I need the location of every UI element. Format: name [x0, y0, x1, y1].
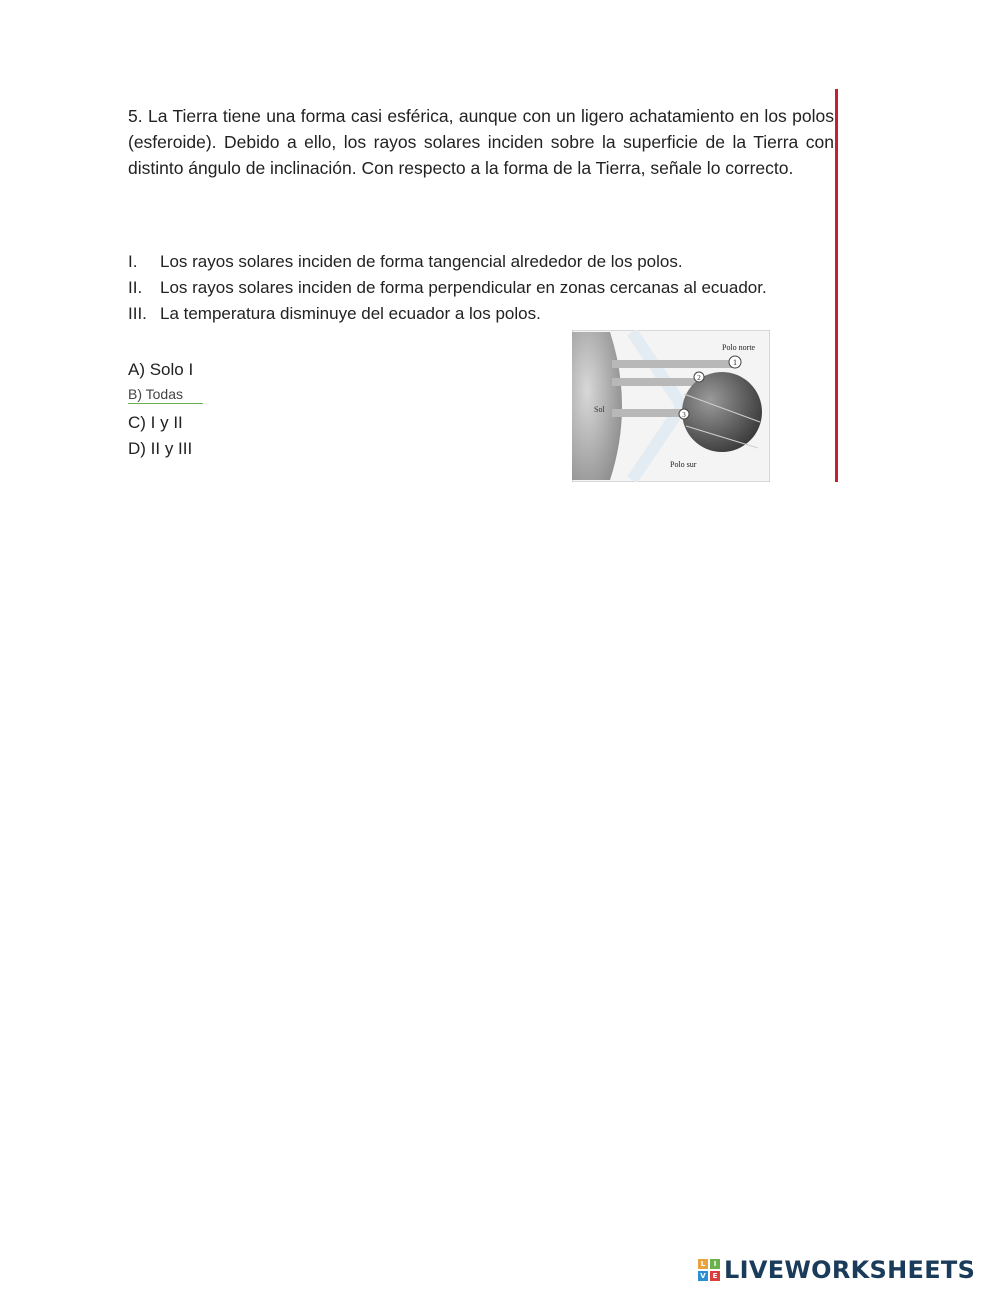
- sol-label: Sol: [594, 405, 605, 414]
- logo-text: LIVEWORKSHEETS: [724, 1256, 976, 1284]
- statement-numeral: II.: [128, 278, 143, 297]
- sun-earth-diagram: [572, 330, 770, 482]
- statement-text: La temperatura disminuye del ecuador a los polos.: [160, 304, 541, 323]
- liveworksheets-logo: [698, 1255, 975, 1285]
- statement-numeral: I.: [128, 252, 138, 271]
- answer-options: [128, 357, 203, 462]
- marker-1-label: 1: [733, 358, 737, 367]
- marker-3-label: 3: [682, 411, 686, 419]
- logo-cell: E: [710, 1271, 720, 1281]
- margin-line: [835, 89, 838, 482]
- polo-norte-label: Polo norte: [722, 343, 756, 352]
- statement-item: [128, 301, 788, 327]
- sun-earth-figure: [572, 330, 770, 482]
- statements-list: [128, 249, 788, 327]
- polo-sur-label: Polo sur: [670, 460, 697, 469]
- option-d: D) II y III: [128, 439, 193, 458]
- option-a: A) Solo I: [128, 360, 194, 379]
- statement-numeral: III.: [128, 304, 147, 323]
- logo-cell: V: [698, 1271, 708, 1281]
- option-b: B) Todas: [128, 386, 183, 402]
- logo-cell: I: [710, 1259, 720, 1269]
- statement-text: Los rayos solares inciden de forma perpendicular en zonas cercanas al ecuador.: [160, 278, 767, 297]
- statement-text: Los rayos solares inciden de forma tangencial alrededor de los polos.: [160, 252, 683, 271]
- question-text: 5. La Tierra tiene una forma casi esférica, aunque con un ligero achatamiento en los polos (esferoide). Debido a ello, los rayos solares inciden sobre la superficie de la Tierra con distinto ángulo de inclinación. Con respecto a la forma de la Tierra, señale lo correcto.: [128, 106, 834, 178]
- marker-2-label: 2: [697, 374, 701, 382]
- statement-item: [128, 249, 788, 275]
- sun-ray: [612, 360, 732, 368]
- logo-mark: [698, 1259, 720, 1281]
- earth-globe: [682, 372, 762, 452]
- logo-cell: L: [698, 1259, 708, 1269]
- statement-item: [128, 275, 788, 301]
- option-c: C) I y II: [128, 413, 183, 432]
